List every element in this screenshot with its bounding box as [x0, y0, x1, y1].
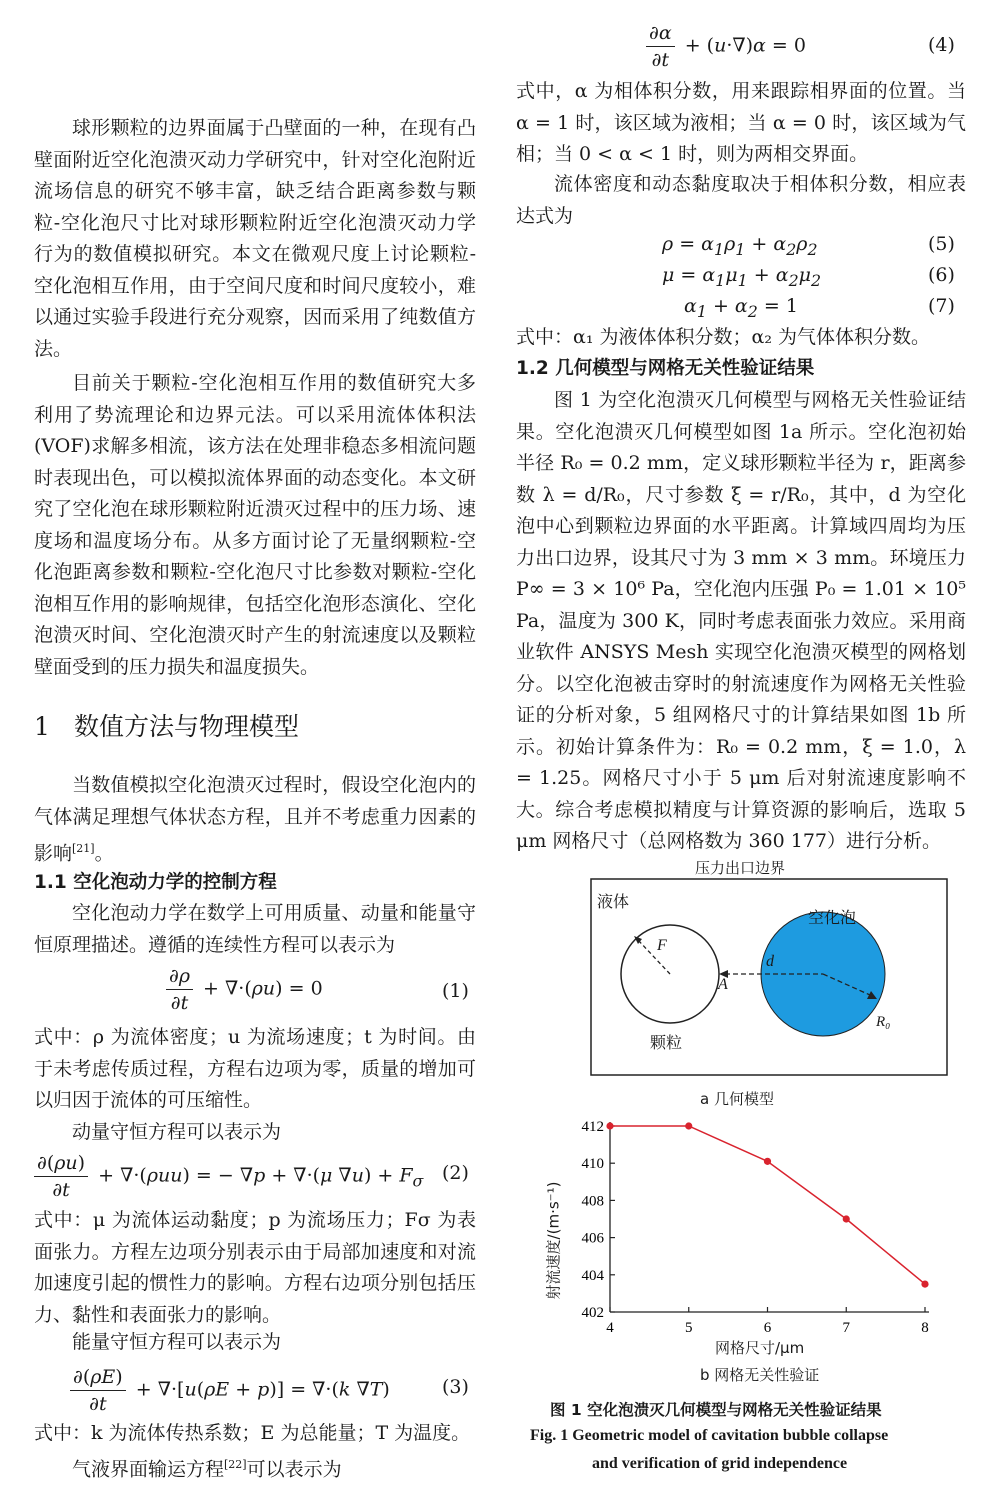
left-paragraph-4: 空化泡动力学在数学上可用质量、动量和能量守恒原理描述。遵循的连续性方程可以表示为: [34, 902, 476, 956]
section-1-1-title: 1.1 空化泡动力学的控制方程: [34, 872, 277, 893]
equation-6: $\mu = \alpha_1\mu_1 + \alpha_2\mu_2$: [662, 264, 822, 290]
equation-7-number: (7): [928, 295, 955, 317]
y-tick-label: 404: [581, 1267, 604, 1284]
subfigure-a-caption: a 几何模型: [700, 1090, 774, 1108]
y-tick-label: 410: [581, 1156, 604, 1173]
left-paragraph-5: 式中：ρ 为流体密度；u 为流场速度；t 为时间。由于未考虑传质过程，方程右边项为零，质量的增加可以归因于流体的可压缩性。: [34, 1026, 476, 1111]
right-paragraph-2: 流体密度和动态黏度取决于相体积分数，相应表达式为: [516, 173, 966, 227]
x-tick-label: 4: [606, 1320, 614, 1336]
data-point: [685, 1122, 692, 1129]
equation-5-number: (5): [928, 233, 955, 255]
left-paragraph-3-end: 。: [94, 842, 114, 865]
right-paragraph-3: 式中：α₁ 为液体体积分数；α₂ 为气体体积分数。: [516, 326, 930, 348]
liquid-label: 液体: [597, 892, 630, 911]
equation-7: $\alpha_1 + \alpha_2 = 1$: [684, 295, 798, 321]
section-1-title: 数值方法与物理模型: [74, 712, 300, 741]
grid-independence-chart: [540, 1110, 960, 1370]
equation-3: $\frac{\partial(\rho E)}{\partial t}$ + ∇·[u(ρE + p)] = ∇·(k ∇T): [70, 1364, 390, 1417]
bubble-radius-label: R₀: [876, 1014, 891, 1030]
geometry-model-diagram: [590, 878, 950, 1078]
equation-6-number: (6): [928, 264, 955, 286]
figure-caption-english-line1: Fig. 1 Geometric model of cavitation bubble collapse: [530, 1427, 889, 1444]
eq3-fraction: $\frac{\partial(\rho E)}{\partial t}$: [70, 1364, 126, 1417]
citation-21: [21]: [72, 842, 95, 855]
left-paragraph-3-text: 当数值模拟空化泡溃灭过程时，假设空化泡内的气体满足理想气体状态方程，且并不考虑重力因素的影响: [34, 774, 476, 865]
left-paragraph-10: [34, 1449, 476, 1486]
left-paragraph-10-end: 可以表示为: [246, 1458, 342, 1481]
right-paragraph-4: 图 1 为空化泡溃灭几何模型与网格无关性验证结果。空化泡溃灭几何模型如图 1a 所示。空化泡初始半径 R₀ = 0.2 mm，定义球形颗粒半径为 r，距离参数 λ = d/R₀，尺寸参数 ξ = r/R₀，其中，d 为空化泡中心到颗粒边界面的水平距离。计算域四周均为压力出口边界，设其尺寸为 3 mm × 3 mm。环境压力 P∞ = 3 × 10⁶ Pa，空化泡内压强 P₀ = 1.01 × 10⁵ Pa，温度为 300 K，同时考虑表面张力效应。采用商业软件 ANSYS Mesh 实现空化泡溃灭模型的网格划分。以空化泡被击穿时的射流速度作为网格无关性验证的分析对象，5 组网格尺寸的计算结果如图 1b 所示。初始计算条件为：R₀ = 0.2 mm，ξ = 1.0，λ = 1.25。网格尺寸小于 5 μm 后对射流速度影响不大。综合考虑模拟精度与计算资源的影响后，选取 5 μm 网格尺寸（总网格数为 360 177）进行分析。: [516, 389, 966, 852]
data-point: [921, 1281, 928, 1288]
series-line: [610, 1126, 925, 1284]
equation-4: $\frac{\partial\alpha}{\partial t}$ + (u·∇)α = 0: [646, 20, 806, 73]
data-point: [764, 1158, 771, 1165]
left-paragraph-8: 能量守恒方程可以表示为: [72, 1331, 282, 1353]
x-tick-label: 6: [763, 1320, 772, 1336]
chart-y-axis-label: 射流速度/(m·s⁻¹): [544, 1181, 563, 1300]
distance-label: d: [766, 953, 774, 970]
data-point: [843, 1215, 850, 1222]
y-tick-label: 402: [581, 1305, 604, 1321]
particle-radius-label: F: [657, 937, 667, 954]
citation-22: [22]: [224, 1458, 247, 1471]
left-paragraph-6: 动量守恒方程可以表示为: [72, 1121, 282, 1143]
figure-top-boundary-label: 压力出口边界: [695, 859, 786, 877]
left-paragraph-3: [34, 770, 476, 870]
bubble-label: 空化泡: [808, 908, 857, 927]
y-tick-label: 408: [581, 1193, 604, 1210]
figure-caption-chinese: 图 1 空化泡溃灭几何模型与网格无关性验证结果: [550, 1401, 882, 1419]
section-1-number: 1: [34, 712, 50, 741]
x-tick-label: 7: [842, 1320, 850, 1336]
equation-2-number: (2): [442, 1162, 469, 1184]
y-tick-label: 406: [581, 1230, 604, 1247]
chart-x-axis-label: 网格尺寸/μm: [715, 1339, 805, 1357]
eq1-fraction: $\frac{\partial\rho}{\partial t}$: [166, 963, 193, 1016]
equation-3-number: (3): [442, 1376, 469, 1398]
equation-1: $\frac{\partial\rho}{\partial t}$ + ∇·(ρu) = 0: [166, 963, 323, 1016]
figure-caption-english-line2: and verification of grid independence: [592, 1455, 848, 1472]
equation-1-number: (1): [442, 980, 469, 1002]
data-point: [606, 1122, 613, 1129]
left-paragraph-9: 式中：k 为流体传热系数；E 为总能量；T 为温度。: [34, 1422, 471, 1444]
equation-5: $\rho = \alpha_1\rho_1 + \alpha_2\rho_2$: [662, 233, 818, 259]
section-1-2-title: 1.2 几何模型与网格无关性验证结果: [516, 358, 815, 379]
equation-4-number: (4): [928, 34, 955, 56]
x-tick-label: 5: [685, 1320, 693, 1336]
x-tick-label: 8: [921, 1320, 929, 1336]
subfigure-b-caption: b 网格无关性验证: [700, 1366, 820, 1384]
left-paragraph-2: 目前关于颗粒-空化泡相互作用的数值研究大多利用了势流理论和边界元法。可以采用流体体积法(VOF)求解多相流，该方法在处理非稳态多相流问题时表现出色，可以模拟流体界面的动态变化。本文研究了空化泡在球形颗粒附近溃灭过程中的压力场、速度场和温度场分布。从多方面讨论了无量纲颗粒-空化泡距离参数和颗粒-空化泡尺寸比参数对颗粒-空化泡相互作用的影响规律，包括空化泡形态演化、空化泡溃灭时间、空化泡溃灭时产生的射流速度以及颗粒壁面受到的压力损失和温度损失。: [34, 372, 476, 678]
eq4-fraction: $\frac{\partial\alpha}{\partial t}$: [646, 20, 675, 73]
equation-2: $\frac{\partial(\rho u)}{\partial t}$ + ∇·(ρuu) = − ∇p + ∇·(μ $\nabla u) + F_\sigma$: [34, 1150, 423, 1203]
left-paragraph-1: 球形颗粒的边界面属于凸壁面的一种，在现有凸壁面附近空化泡溃灭动力学研究中，针对空化泡附近流场信息的研究不够丰富，缺乏结合距离参数与颗粒-空化泡尺寸比对球形颗粒附近空化泡溃灭动力学行为的数值模拟研究。本文在微观尺度上讨论颗粒-空化泡相互作用，由于空间尺度和时间尺度较小，难以通过实验手段进行充分观察，因而采用了纯数值方法。: [34, 117, 476, 360]
right-paragraph-1: 式中，α 为相体积分数，用来跟踪相界面的位置。当 α = 1 时，该区域为液相；当 α = 0 时，该区域为气相；当 0 < α < 1 时，则为两相交界面。: [516, 80, 966, 165]
y-tick-label: 412: [581, 1119, 604, 1135]
eq2-fraction: $\frac{\partial(\rho u)}{\partial t}$: [34, 1150, 88, 1203]
point-a-label: A: [718, 976, 728, 993]
particle-label: 颗粒: [650, 1033, 683, 1052]
left-paragraph-10-text: 气液界面输运方程: [72, 1458, 225, 1481]
left-paragraph-7: 式中：μ 为流体运动黏度；p 为流场压力；Fσ 为表面张力。方程左边项分别表示由于局部加速度和对流加速度引起的惯性力的影响。方程右边项分别包括压力、黏性和表面张力的影响。: [34, 1209, 476, 1326]
